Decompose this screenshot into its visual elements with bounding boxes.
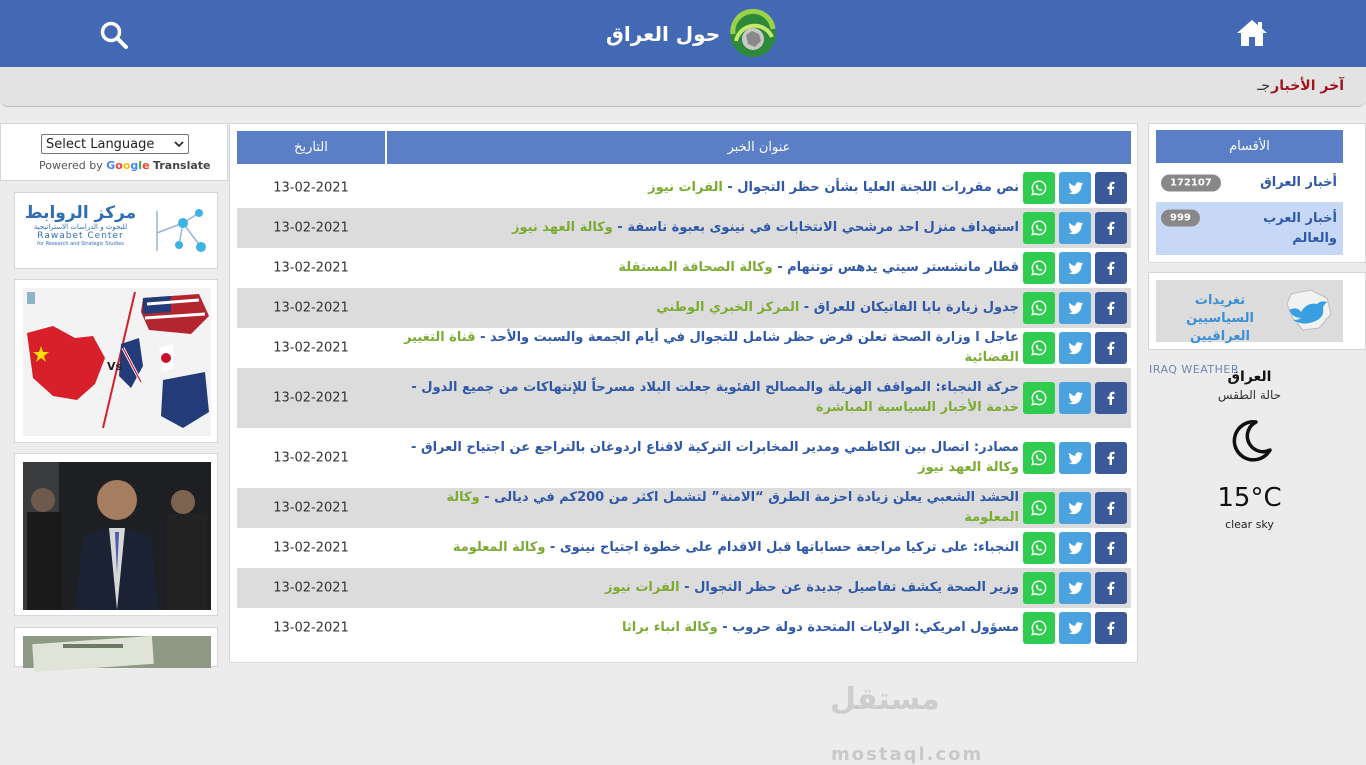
news-row bbox=[237, 528, 1131, 568]
news-headline-link[interactable]: النجباء: على تركيا مراجعة حساباتها قبل الاقدام على خطوة اجتياح نينوى bbox=[559, 540, 1019, 555]
facebook-share-button[interactable] bbox=[1095, 492, 1127, 524]
news-date: 13-02-2021 bbox=[273, 180, 349, 196]
news-row bbox=[237, 608, 1131, 648]
weather-description: clear sky bbox=[1225, 518, 1274, 531]
news-row bbox=[237, 248, 1131, 288]
chevron-down-icon bbox=[174, 140, 184, 148]
facebook-icon bbox=[1104, 181, 1118, 195]
news-row bbox=[237, 288, 1131, 328]
facebook-share-button[interactable] bbox=[1095, 332, 1127, 364]
share-buttons bbox=[1023, 532, 1127, 564]
logo-text: حول العراق bbox=[606, 22, 721, 46]
news-date: 13-02-2021 bbox=[273, 500, 349, 516]
news-headline-link[interactable]: مصادر: اتصال بين الكاظمي ومدير المخابرات التركية لاقناع اردوغان بالتراجع عن اجتياح العراق bbox=[420, 440, 1019, 455]
news-headline-link[interactable]: نص مقررات اللجنة العليا بشأن حظر التجوال bbox=[737, 180, 1019, 195]
category-label[interactable]: أخبار العراق bbox=[1260, 175, 1337, 190]
share-buttons bbox=[1023, 172, 1127, 204]
news-date: 13-02-2021 bbox=[273, 260, 349, 276]
news-photo-ad[interactable] bbox=[14, 453, 218, 616]
twitter-icon bbox=[1068, 182, 1083, 195]
facebook-share-button[interactable] bbox=[1095, 212, 1127, 244]
site-logo[interactable] bbox=[606, 8, 778, 60]
twitter-icon bbox=[1068, 302, 1083, 315]
news-title-cell bbox=[399, 538, 1019, 558]
twitter-icon bbox=[1068, 222, 1083, 235]
column-header-date: التاريخ bbox=[237, 131, 385, 164]
facebook-share-button[interactable] bbox=[1095, 572, 1127, 604]
separator: - bbox=[545, 540, 560, 555]
facebook-share-button[interactable] bbox=[1095, 382, 1127, 414]
news-headline-link[interactable]: مسؤول امريكي: الولايات المتحدة دولة حروب bbox=[732, 620, 1019, 635]
news-row bbox=[237, 328, 1131, 368]
rawabet-en-title: Rawabet Center bbox=[37, 231, 124, 241]
network-nodes-icon bbox=[143, 201, 211, 261]
share-buttons bbox=[1023, 442, 1127, 474]
twitter-share-button[interactable] bbox=[1059, 172, 1091, 204]
logo-globe-icon bbox=[728, 9, 778, 59]
facebook-icon bbox=[1104, 341, 1118, 355]
facebook-icon bbox=[1104, 581, 1118, 595]
facebook-share-button[interactable] bbox=[1095, 442, 1127, 474]
twitter-icon bbox=[1068, 342, 1083, 355]
news-source-link[interactable]: وكالة انباء براثا bbox=[622, 620, 718, 635]
facebook-share-button[interactable] bbox=[1095, 532, 1127, 564]
news-title-cell bbox=[399, 258, 1019, 278]
weather-brand: IRAQ WEATHER bbox=[1149, 363, 1240, 376]
politicians-tweets-banner[interactable] bbox=[1156, 280, 1343, 342]
category-item-arab-world-news[interactable] bbox=[1156, 202, 1343, 255]
whatsapp-share-button[interactable] bbox=[1023, 292, 1055, 324]
moon-icon bbox=[1228, 418, 1274, 464]
categories-header: الأقسام bbox=[1156, 130, 1343, 163]
translate-link[interactable]: Translate bbox=[153, 159, 211, 172]
svg-text:Vs: Vs bbox=[107, 360, 123, 373]
twitter-share-button[interactable] bbox=[1059, 252, 1091, 284]
weather-widget[interactable] bbox=[1148, 360, 1366, 540]
rawabet-center-ad[interactable] bbox=[14, 192, 218, 269]
politicians-tweets-panel bbox=[1148, 272, 1366, 350]
twitter-share-button[interactable] bbox=[1059, 292, 1091, 324]
news-row bbox=[237, 208, 1131, 248]
news-source-link[interactable]: الفرات نيوز bbox=[604, 580, 680, 595]
share-buttons bbox=[1023, 572, 1127, 604]
category-label[interactable]: أخبار العرب والعالم bbox=[1263, 210, 1337, 246]
home-icon bbox=[1236, 18, 1268, 48]
news-title-cell bbox=[399, 298, 1019, 318]
news-date: 13-02-2021 bbox=[273, 300, 349, 316]
news-date: 13-02-2021 bbox=[273, 340, 349, 356]
whatsapp-icon bbox=[1031, 450, 1047, 466]
facebook-icon bbox=[1104, 261, 1118, 275]
whatsapp-icon bbox=[1031, 540, 1047, 556]
mostaql-watermark: مستقل bbox=[830, 682, 940, 717]
news-date: 13-02-2021 bbox=[273, 580, 349, 596]
category-item-iraq-news[interactable] bbox=[1156, 164, 1343, 202]
news-title-cell bbox=[399, 328, 1019, 368]
whatsapp-icon bbox=[1031, 260, 1047, 276]
news-row bbox=[237, 168, 1131, 208]
news-source-link[interactable]: وكالة المعلومة bbox=[446, 490, 1019, 525]
twitter-share-button[interactable] bbox=[1059, 532, 1091, 564]
news-title-cell bbox=[399, 618, 1019, 638]
search-button[interactable] bbox=[99, 20, 129, 50]
search-icon bbox=[99, 20, 129, 50]
tweets-label: تغريدات السياسيين العراقيين bbox=[1186, 293, 1254, 344]
whatsapp-share-button[interactable] bbox=[1023, 332, 1055, 364]
twitter-bird-iraq-map-icon bbox=[1281, 288, 1337, 334]
share-buttons bbox=[1023, 292, 1127, 324]
share-buttons bbox=[1023, 332, 1127, 364]
twitter-icon bbox=[1068, 262, 1083, 275]
news-date: 13-02-2021 bbox=[273, 450, 349, 466]
news-headline-link[interactable]: الحشد الشعبي يعلن زيادة احزمة الطرق “الامنة” لتشمل اكثر من 200كم في ديالى bbox=[494, 490, 1019, 505]
twitter-share-button[interactable] bbox=[1059, 382, 1091, 414]
weather-city: العراق bbox=[1227, 369, 1272, 385]
mostaql-watermark-url: mostaql.com bbox=[831, 744, 984, 765]
news-title-cell bbox=[399, 578, 1019, 598]
top-navbar bbox=[0, 0, 1366, 67]
document-photo bbox=[23, 636, 211, 668]
powered-by-google bbox=[39, 159, 210, 172]
news-title-cell bbox=[399, 488, 1019, 528]
share-buttons bbox=[1023, 382, 1127, 414]
separator: - bbox=[411, 440, 421, 455]
news-source-link[interactable]: قناة التغيير الفضائية bbox=[403, 330, 1019, 365]
politician-photo bbox=[23, 462, 211, 610]
whatsapp-share-button[interactable] bbox=[1023, 212, 1055, 244]
whatsapp-share-button[interactable] bbox=[1023, 172, 1055, 204]
news-photo-ad-2[interactable] bbox=[14, 627, 218, 667]
flags-map-ad[interactable] bbox=[14, 279, 218, 443]
whatsapp-share-button[interactable] bbox=[1023, 612, 1055, 644]
flags-map-image bbox=[23, 288, 211, 436]
whatsapp-share-button[interactable] bbox=[1023, 532, 1055, 564]
facebook-icon bbox=[1104, 301, 1118, 315]
ticker-text[interactable]: جـ bbox=[1257, 78, 1270, 94]
whatsapp-share-button[interactable] bbox=[1023, 252, 1055, 284]
twitter-share-button[interactable] bbox=[1059, 442, 1091, 474]
whatsapp-icon bbox=[1031, 220, 1047, 236]
whatsapp-icon bbox=[1031, 180, 1047, 196]
news-headline-link[interactable]: وزير الصحة يكشف تفاصيل جديدة عن حظر التجوال bbox=[694, 580, 1019, 595]
powered-by-label: Powered by bbox=[39, 159, 103, 172]
news-source-link[interactable]: المركز الخبري الوطني bbox=[656, 300, 800, 315]
twitter-share-button[interactable] bbox=[1059, 332, 1091, 364]
twitter-share-button[interactable] bbox=[1059, 492, 1091, 524]
news-headline-link[interactable]: قطار مانشستر سيتي يدهس توتنهام bbox=[787, 260, 1019, 275]
news-source-link[interactable]: وكالة الصحافة المستقلة bbox=[618, 260, 773, 275]
column-header-title: عنوان الخبر bbox=[387, 131, 1131, 164]
facebook-icon bbox=[1104, 391, 1118, 405]
facebook-share-button[interactable] bbox=[1095, 252, 1127, 284]
news-row bbox=[237, 428, 1131, 488]
news-title-cell bbox=[399, 378, 1019, 418]
language-select-value: Select Language bbox=[46, 136, 155, 152]
news-title-cell bbox=[399, 178, 1019, 198]
separator: - bbox=[772, 260, 788, 275]
news-title-cell bbox=[399, 218, 1019, 238]
twitter-icon bbox=[1068, 502, 1083, 515]
rawabet-subtitle: للبحوث و الدراسات الاستراتيجية bbox=[33, 223, 128, 231]
separator: - bbox=[679, 580, 695, 595]
facebook-icon bbox=[1104, 541, 1118, 555]
news-headline-link[interactable]: استهداف منزل احد مرشحي الانتخابات في نينوى بعبوة ناسفة bbox=[627, 220, 1019, 235]
separator: - bbox=[411, 380, 422, 395]
news-date: 13-02-2021 bbox=[273, 540, 349, 556]
share-buttons bbox=[1023, 492, 1127, 524]
twitter-share-button[interactable] bbox=[1059, 212, 1091, 244]
share-buttons bbox=[1023, 612, 1127, 644]
facebook-icon bbox=[1104, 621, 1118, 635]
whatsapp-share-button[interactable] bbox=[1023, 382, 1055, 414]
facebook-share-button[interactable] bbox=[1095, 172, 1127, 204]
whatsapp-icon bbox=[1031, 500, 1047, 516]
google-wordmark[interactable]: Google bbox=[106, 159, 150, 172]
news-source-link[interactable]: وكالة العهد نيوز bbox=[511, 220, 613, 235]
news-row bbox=[237, 368, 1131, 428]
whatsapp-icon bbox=[1031, 300, 1047, 316]
twitter-share-button[interactable] bbox=[1059, 612, 1091, 644]
news-headline-link[interactable]: عاجل ا وزارة الصحة تعلن فرض حظر شامل للتجوال في أيام الجمعة والسبت والأحد bbox=[490, 330, 1019, 345]
share-buttons bbox=[1023, 212, 1127, 244]
rawabet-title: مركز الروابط bbox=[24, 203, 137, 223]
twitter-icon bbox=[1068, 542, 1083, 555]
twitter-icon bbox=[1068, 622, 1083, 635]
news-date: 13-02-2021 bbox=[273, 390, 349, 406]
facebook-icon bbox=[1104, 501, 1118, 515]
news-source-link[interactable]: وكالة المعلومة bbox=[452, 540, 546, 555]
facebook-icon bbox=[1104, 221, 1118, 235]
news-source-link[interactable]: وكالة العهد نيوز bbox=[918, 460, 1019, 475]
whatsapp-icon bbox=[1031, 580, 1047, 596]
whatsapp-share-button[interactable] bbox=[1023, 572, 1055, 604]
ticker-label: آخر الأخبار bbox=[1271, 78, 1344, 94]
news-source-link[interactable]: خدمة الأخبار السياسية المباشرة bbox=[815, 400, 1019, 415]
twitter-icon bbox=[1068, 452, 1083, 465]
news-ticker bbox=[0, 67, 1366, 107]
separator: - bbox=[479, 490, 495, 505]
whatsapp-icon bbox=[1031, 620, 1047, 636]
twitter-icon bbox=[1068, 392, 1083, 405]
news-row bbox=[237, 568, 1131, 608]
rawabet-en-subtitle: for Research and Strategic Studies bbox=[37, 241, 124, 247]
whatsapp-share-button[interactable] bbox=[1023, 492, 1055, 524]
weather-condition-label: حالة الطقس bbox=[1217, 388, 1282, 402]
category-count-badge: 172107 bbox=[1161, 175, 1221, 192]
twitter-share-button[interactable] bbox=[1059, 572, 1091, 604]
separator: - bbox=[717, 620, 733, 635]
google-translate-widget bbox=[0, 123, 228, 181]
home-button[interactable] bbox=[1236, 18, 1268, 48]
separator: - bbox=[799, 300, 814, 315]
category-count-badge: 999 bbox=[1161, 210, 1200, 227]
facebook-share-button[interactable] bbox=[1095, 292, 1127, 324]
twitter-icon bbox=[1068, 582, 1083, 595]
news-date: 13-02-2021 bbox=[273, 220, 349, 236]
facebook-icon bbox=[1104, 451, 1118, 465]
news-headline-link[interactable]: حركة النجباء: المواقف الهزيلة والمصالح الفئوية جعلت البلاد مسرحاً للإنتهاكات من جميع الدول bbox=[421, 380, 1019, 395]
whatsapp-icon bbox=[1031, 340, 1047, 356]
news-table bbox=[229, 123, 1138, 765]
news-source-link[interactable]: الفرات نيوز bbox=[648, 180, 723, 195]
facebook-share-button[interactable] bbox=[1095, 612, 1127, 644]
whatsapp-share-button[interactable] bbox=[1023, 442, 1055, 474]
share-buttons bbox=[1023, 252, 1127, 284]
news-row bbox=[237, 488, 1131, 528]
news-headline-link[interactable]: جدول زيارة بابا الفاتيكان للعراق bbox=[813, 300, 1019, 315]
separator: - bbox=[722, 180, 738, 195]
news-title-cell bbox=[399, 438, 1019, 478]
weather-temperature: 15°C bbox=[1217, 483, 1282, 513]
news-date: 13-02-2021 bbox=[273, 620, 349, 636]
whatsapp-icon bbox=[1031, 390, 1047, 406]
language-select[interactable] bbox=[41, 134, 189, 154]
categories-panel bbox=[1148, 123, 1366, 263]
separator: - bbox=[612, 220, 628, 235]
separator: - bbox=[475, 330, 491, 345]
